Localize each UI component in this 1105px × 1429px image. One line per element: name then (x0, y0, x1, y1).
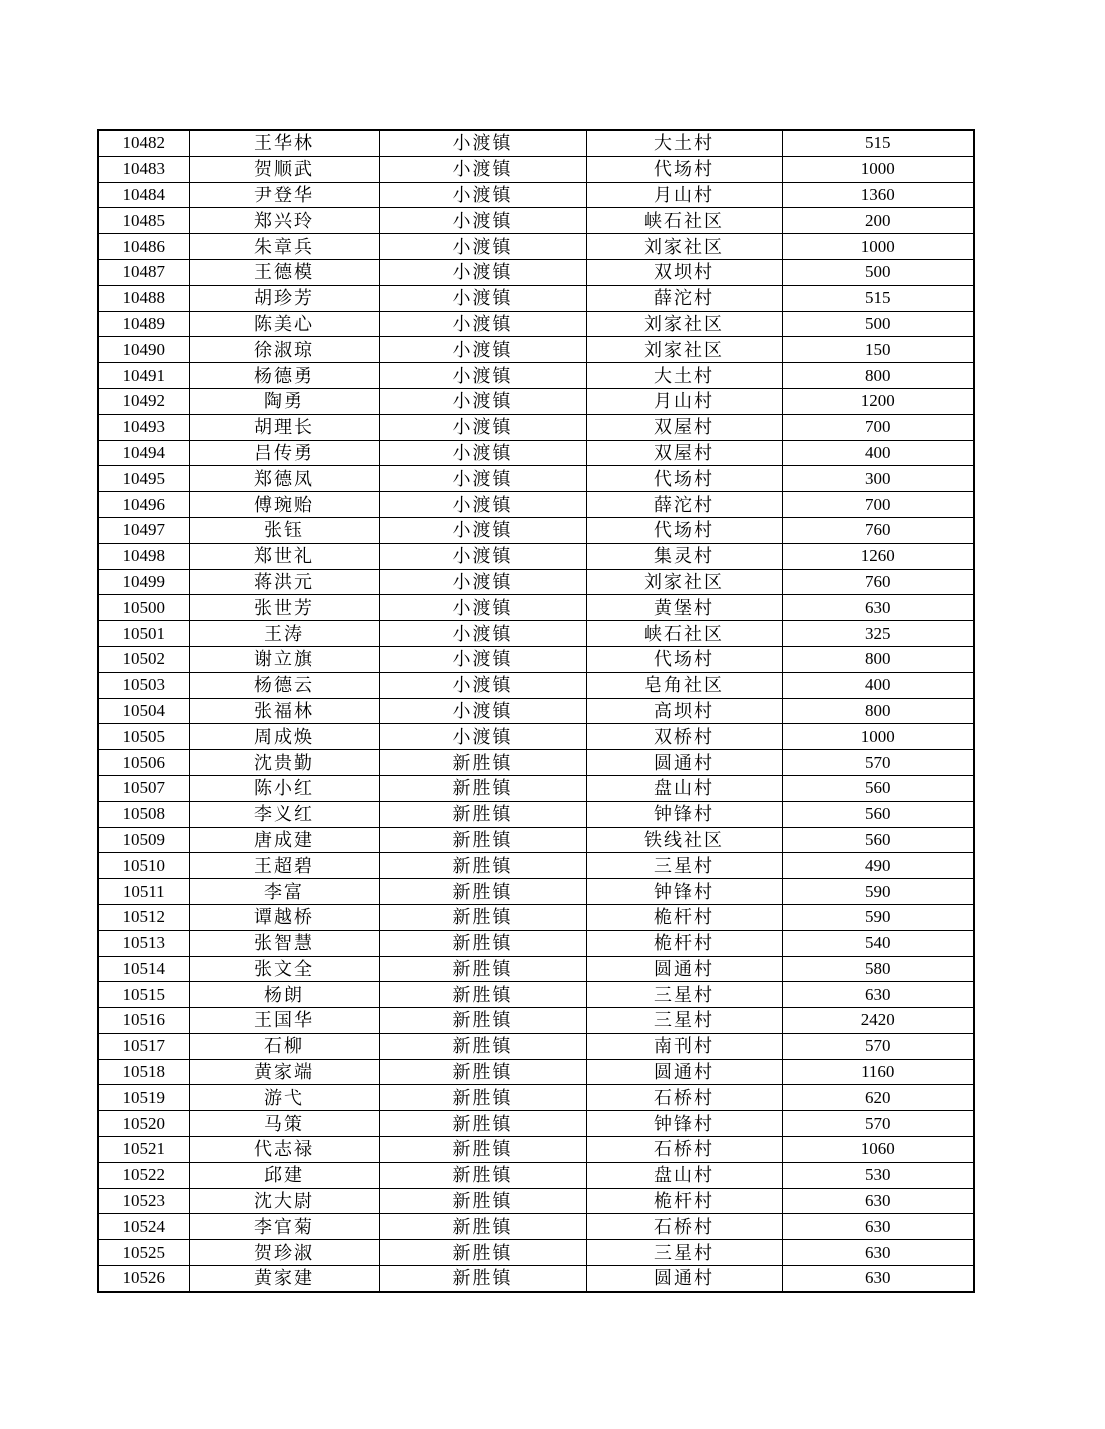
name-cell: 马策 (189, 1111, 379, 1137)
table-row (98, 466, 974, 492)
table-row (98, 827, 974, 853)
amount-cell: 400 (782, 440, 974, 466)
table-row (98, 646, 974, 672)
amount-cell: 760 (782, 517, 974, 543)
amount-cell: 500 (782, 311, 974, 337)
table-row (98, 517, 974, 543)
name-cell: 吕传勇 (189, 440, 379, 466)
amount-cell: 760 (782, 569, 974, 595)
amount-cell: 570 (782, 750, 974, 776)
table-row (98, 130, 974, 156)
village-cell: 三星村 (586, 982, 782, 1008)
amount-cell: 1000 (782, 156, 974, 182)
name-cell: 周成焕 (189, 724, 379, 750)
serial-number-cell: 10497 (98, 517, 189, 543)
table-row (98, 156, 974, 182)
serial-number-cell: 10488 (98, 285, 189, 311)
town-cell: 新胜镇 (379, 930, 586, 956)
table-row (98, 801, 974, 827)
table-row (98, 543, 974, 569)
serial-number-cell: 10508 (98, 801, 189, 827)
serial-number-cell: 10522 (98, 1162, 189, 1188)
town-cell: 新胜镇 (379, 1033, 586, 1059)
table-row (98, 621, 974, 647)
amount-cell: 1000 (782, 234, 974, 260)
table-row (98, 569, 974, 595)
table-row (98, 337, 974, 363)
name-cell: 王德模 (189, 259, 379, 285)
village-cell: 高坝村 (586, 698, 782, 724)
serial-number-cell: 10486 (98, 234, 189, 260)
serial-number-cell: 10524 (98, 1214, 189, 1240)
name-cell: 石柳 (189, 1033, 379, 1059)
name-cell: 贺珍淑 (189, 1240, 379, 1266)
town-cell: 新胜镇 (379, 801, 586, 827)
amount-cell: 630 (782, 1266, 974, 1292)
amount-cell: 580 (782, 956, 974, 982)
village-cell: 黄堡村 (586, 595, 782, 621)
serial-number-cell: 10507 (98, 775, 189, 801)
town-cell: 新胜镇 (379, 904, 586, 930)
town-cell: 小渡镇 (379, 672, 586, 698)
table-row (98, 750, 974, 776)
serial-number-cell: 10484 (98, 182, 189, 208)
name-cell: 王涛 (189, 621, 379, 647)
town-cell: 新胜镇 (379, 775, 586, 801)
table-row (98, 1085, 974, 1111)
table-row (98, 775, 974, 801)
town-cell: 新胜镇 (379, 1008, 586, 1034)
village-cell: 薛沱村 (586, 285, 782, 311)
village-cell: 盘山村 (586, 1162, 782, 1188)
town-cell: 新胜镇 (379, 1214, 586, 1240)
village-cell: 三星村 (586, 1240, 782, 1266)
name-cell: 朱章兵 (189, 234, 379, 260)
name-cell: 张智慧 (189, 930, 379, 956)
table-row (98, 285, 974, 311)
name-cell: 张钰 (189, 517, 379, 543)
village-cell: 集灵村 (586, 543, 782, 569)
name-cell: 李官菊 (189, 1214, 379, 1240)
table-row (98, 1137, 974, 1163)
amount-cell: 400 (782, 672, 974, 698)
table-row (98, 414, 974, 440)
village-cell: 三星村 (586, 853, 782, 879)
town-cell: 小渡镇 (379, 388, 586, 414)
serial-number-cell: 10489 (98, 311, 189, 337)
village-cell: 代场村 (586, 517, 782, 543)
town-cell: 小渡镇 (379, 414, 586, 440)
serial-number-cell: 10493 (98, 414, 189, 440)
amount-cell: 515 (782, 130, 974, 156)
amount-cell: 630 (782, 1240, 974, 1266)
village-cell: 月山村 (586, 388, 782, 414)
town-cell: 小渡镇 (379, 466, 586, 492)
village-cell: 双屋村 (586, 440, 782, 466)
serial-number-cell: 10492 (98, 388, 189, 414)
amount-cell: 300 (782, 466, 974, 492)
name-cell: 邱建 (189, 1162, 379, 1188)
town-cell: 小渡镇 (379, 234, 586, 260)
table-row (98, 879, 974, 905)
table-row (98, 208, 974, 234)
name-cell: 张文全 (189, 956, 379, 982)
town-cell: 新胜镇 (379, 982, 586, 1008)
amount-cell: 1360 (782, 182, 974, 208)
amount-cell: 540 (782, 930, 974, 956)
amount-cell: 1000 (782, 724, 974, 750)
name-cell: 徐淑琼 (189, 337, 379, 363)
name-cell: 陈小红 (189, 775, 379, 801)
village-cell: 南刊村 (586, 1033, 782, 1059)
serial-number-cell: 10513 (98, 930, 189, 956)
town-cell: 小渡镇 (379, 285, 586, 311)
village-cell: 刘家社区 (586, 234, 782, 260)
table-row (98, 388, 974, 414)
town-cell: 小渡镇 (379, 595, 586, 621)
serial-number-cell: 10519 (98, 1085, 189, 1111)
serial-number-cell: 10483 (98, 156, 189, 182)
town-cell: 新胜镇 (379, 1266, 586, 1292)
serial-number-cell: 10512 (98, 904, 189, 930)
serial-number-cell: 10496 (98, 492, 189, 518)
village-cell: 月山村 (586, 182, 782, 208)
amount-cell: 630 (782, 1188, 974, 1214)
village-cell: 代场村 (586, 646, 782, 672)
amount-cell: 630 (782, 1214, 974, 1240)
serial-number-cell: 10526 (98, 1266, 189, 1292)
name-cell: 游弋 (189, 1085, 379, 1111)
table-row (98, 1266, 974, 1292)
village-cell: 圆通村 (586, 1059, 782, 1085)
town-cell: 小渡镇 (379, 569, 586, 595)
town-cell: 新胜镇 (379, 1111, 586, 1137)
amount-cell: 570 (782, 1111, 974, 1137)
serial-number-cell: 10499 (98, 569, 189, 595)
amount-cell: 800 (782, 698, 974, 724)
village-cell: 桅杆村 (586, 1188, 782, 1214)
village-cell: 石桥村 (586, 1085, 782, 1111)
amount-cell: 560 (782, 775, 974, 801)
serial-number-cell: 10509 (98, 827, 189, 853)
table-row (98, 1162, 974, 1188)
serial-number-cell: 10491 (98, 363, 189, 389)
name-cell: 陈美心 (189, 311, 379, 337)
town-cell: 新胜镇 (379, 1059, 586, 1085)
name-cell: 张世芳 (189, 595, 379, 621)
town-cell: 小渡镇 (379, 517, 586, 543)
table-row (98, 1188, 974, 1214)
town-cell: 新胜镇 (379, 1188, 586, 1214)
village-cell: 代场村 (586, 156, 782, 182)
amount-cell: 490 (782, 853, 974, 879)
village-cell: 钟锋村 (586, 879, 782, 905)
table-row (98, 1214, 974, 1240)
serial-number-cell: 10494 (98, 440, 189, 466)
amount-cell: 1260 (782, 543, 974, 569)
name-cell: 王国华 (189, 1008, 379, 1034)
name-cell: 陶勇 (189, 388, 379, 414)
amount-cell: 560 (782, 801, 974, 827)
amount-cell: 700 (782, 492, 974, 518)
serial-number-cell: 10504 (98, 698, 189, 724)
data-table (97, 129, 975, 1293)
amount-cell: 590 (782, 879, 974, 905)
amount-cell: 2420 (782, 1008, 974, 1034)
village-cell: 圆通村 (586, 956, 782, 982)
town-cell: 小渡镇 (379, 208, 586, 234)
village-cell: 薛沱村 (586, 492, 782, 518)
village-cell: 刘家社区 (586, 569, 782, 595)
town-cell: 新胜镇 (379, 827, 586, 853)
table-row (98, 904, 974, 930)
amount-cell: 590 (782, 904, 974, 930)
name-cell: 郑德凤 (189, 466, 379, 492)
village-cell: 代场村 (586, 466, 782, 492)
serial-number-cell: 10485 (98, 208, 189, 234)
serial-number-cell: 10500 (98, 595, 189, 621)
town-cell: 小渡镇 (379, 337, 586, 363)
name-cell: 杨德勇 (189, 363, 379, 389)
table-row (98, 1033, 974, 1059)
town-cell: 新胜镇 (379, 879, 586, 905)
name-cell: 黄家建 (189, 1266, 379, 1292)
town-cell: 小渡镇 (379, 543, 586, 569)
name-cell: 王华林 (189, 130, 379, 156)
town-cell: 新胜镇 (379, 1240, 586, 1266)
village-cell: 石桥村 (586, 1214, 782, 1240)
name-cell: 唐成建 (189, 827, 379, 853)
table-row (98, 259, 974, 285)
village-cell: 峡石社区 (586, 208, 782, 234)
name-cell: 李富 (189, 879, 379, 905)
table-row (98, 698, 974, 724)
name-cell: 张福林 (189, 698, 379, 724)
name-cell: 胡理长 (189, 414, 379, 440)
village-cell: 盘山村 (586, 775, 782, 801)
table-row (98, 724, 974, 750)
name-cell: 谢立旗 (189, 646, 379, 672)
town-cell: 小渡镇 (379, 440, 586, 466)
table-body (98, 130, 974, 1292)
village-cell: 钟锋村 (586, 801, 782, 827)
table-row (98, 440, 974, 466)
serial-number-cell: 10487 (98, 259, 189, 285)
table-row (98, 595, 974, 621)
table-row (98, 363, 974, 389)
village-cell: 石桥村 (586, 1137, 782, 1163)
table-row (98, 982, 974, 1008)
table-row (98, 234, 974, 260)
village-cell: 铁线社区 (586, 827, 782, 853)
village-cell: 双桥村 (586, 724, 782, 750)
serial-number-cell: 10521 (98, 1137, 189, 1163)
amount-cell: 1160 (782, 1059, 974, 1085)
table-row (98, 672, 974, 698)
name-cell: 尹登华 (189, 182, 379, 208)
name-cell: 王超碧 (189, 853, 379, 879)
town-cell: 小渡镇 (379, 182, 586, 208)
village-cell: 大土村 (586, 130, 782, 156)
town-cell: 小渡镇 (379, 259, 586, 285)
amount-cell: 570 (782, 1033, 974, 1059)
village-cell: 刘家社区 (586, 337, 782, 363)
serial-number-cell: 10490 (98, 337, 189, 363)
table-row (98, 1111, 974, 1137)
village-cell: 桅杆村 (586, 904, 782, 930)
town-cell: 新胜镇 (379, 853, 586, 879)
amount-cell: 630 (782, 595, 974, 621)
amount-cell: 800 (782, 646, 974, 672)
table-row (98, 1008, 974, 1034)
serial-number-cell: 10520 (98, 1111, 189, 1137)
serial-number-cell: 10516 (98, 1008, 189, 1034)
name-cell: 傅琬贻 (189, 492, 379, 518)
name-cell: 黄家端 (189, 1059, 379, 1085)
name-cell: 代志禄 (189, 1137, 379, 1163)
serial-number-cell: 10498 (98, 543, 189, 569)
serial-number-cell: 10523 (98, 1188, 189, 1214)
village-cell: 圆通村 (586, 1266, 782, 1292)
amount-cell: 700 (782, 414, 974, 440)
town-cell: 小渡镇 (379, 698, 586, 724)
town-cell: 小渡镇 (379, 724, 586, 750)
name-cell: 郑兴玲 (189, 208, 379, 234)
serial-number-cell: 10505 (98, 724, 189, 750)
town-cell: 新胜镇 (379, 956, 586, 982)
table-row (98, 492, 974, 518)
village-cell: 双坝村 (586, 259, 782, 285)
amount-cell: 325 (782, 621, 974, 647)
town-cell: 新胜镇 (379, 1085, 586, 1111)
table-row (98, 311, 974, 337)
table-row (98, 853, 974, 879)
name-cell: 李义红 (189, 801, 379, 827)
amount-cell: 1200 (782, 388, 974, 414)
town-cell: 小渡镇 (379, 492, 586, 518)
town-cell: 新胜镇 (379, 1162, 586, 1188)
amount-cell: 200 (782, 208, 974, 234)
amount-cell: 530 (782, 1162, 974, 1188)
amount-cell: 620 (782, 1085, 974, 1111)
serial-number-cell: 10525 (98, 1240, 189, 1266)
village-cell: 大土村 (586, 363, 782, 389)
name-cell: 贺顺武 (189, 156, 379, 182)
amount-cell: 515 (782, 285, 974, 311)
table-row (98, 1240, 974, 1266)
town-cell: 小渡镇 (379, 646, 586, 672)
serial-number-cell: 10518 (98, 1059, 189, 1085)
serial-number-cell: 10506 (98, 750, 189, 776)
serial-number-cell: 10514 (98, 956, 189, 982)
serial-number-cell: 10511 (98, 879, 189, 905)
table-row (98, 956, 974, 982)
town-cell: 新胜镇 (379, 1137, 586, 1163)
serial-number-cell: 10510 (98, 853, 189, 879)
town-cell: 小渡镇 (379, 156, 586, 182)
name-cell: 杨德云 (189, 672, 379, 698)
amount-cell: 500 (782, 259, 974, 285)
name-cell: 郑世礼 (189, 543, 379, 569)
serial-number-cell: 10501 (98, 621, 189, 647)
village-cell: 双屋村 (586, 414, 782, 440)
town-cell: 新胜镇 (379, 750, 586, 776)
table-row (98, 930, 974, 956)
name-cell: 沈大尉 (189, 1188, 379, 1214)
serial-number-cell: 10502 (98, 646, 189, 672)
village-cell: 钟锋村 (586, 1111, 782, 1137)
amount-cell: 1060 (782, 1137, 974, 1163)
amount-cell: 150 (782, 337, 974, 363)
town-cell: 小渡镇 (379, 311, 586, 337)
name-cell: 胡珍芳 (189, 285, 379, 311)
name-cell: 沈贵勤 (189, 750, 379, 776)
town-cell: 小渡镇 (379, 621, 586, 647)
amount-cell: 800 (782, 363, 974, 389)
amount-cell: 630 (782, 982, 974, 1008)
village-cell: 三星村 (586, 1008, 782, 1034)
town-cell: 小渡镇 (379, 363, 586, 389)
serial-number-cell: 10517 (98, 1033, 189, 1059)
amount-cell: 560 (782, 827, 974, 853)
name-cell: 蒋洪元 (189, 569, 379, 595)
name-cell: 谭越桥 (189, 904, 379, 930)
serial-number-cell: 10515 (98, 982, 189, 1008)
village-cell: 桅杆村 (586, 930, 782, 956)
name-cell: 杨朗 (189, 982, 379, 1008)
table-row (98, 182, 974, 208)
village-cell: 峡石社区 (586, 621, 782, 647)
village-cell: 刘家社区 (586, 311, 782, 337)
serial-number-cell: 10482 (98, 130, 189, 156)
serial-number-cell: 10503 (98, 672, 189, 698)
table-row (98, 1059, 974, 1085)
serial-number-cell: 10495 (98, 466, 189, 492)
town-cell: 小渡镇 (379, 130, 586, 156)
village-cell: 皂角社区 (586, 672, 782, 698)
village-cell: 圆通村 (586, 750, 782, 776)
